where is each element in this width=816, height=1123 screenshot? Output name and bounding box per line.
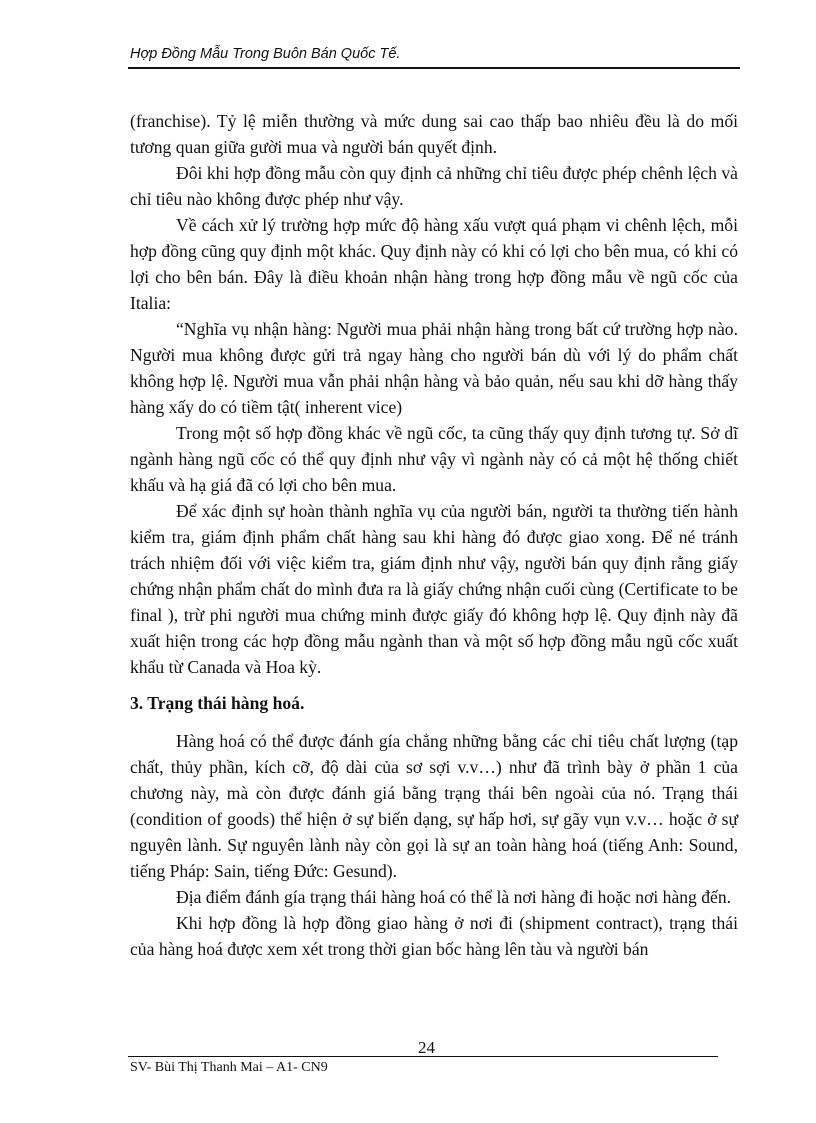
header-rule [128, 67, 740, 69]
section-heading: 3. Trạng thái hàng hoá. [130, 693, 305, 713]
footer-author: SV- Bùi Thị Thanh Mai – A1- CN9 [130, 1060, 328, 1075]
page-number: 24 [418, 1038, 435, 1057]
paragraph-1: (franchise). Tỷ lệ miễn thường và mức dung sai cao thấp bao nhiêu đều là do mối tương quan giữa gười mua và người bán quyết định. [130, 111, 738, 157]
paragraph-5: Trong một số hợp đồng khác về ngũ cốc, ta cũng thấy quy định tương tự. Sở dĩ ngành hàng ngũ cốc có thể quy định như vậy vì ngành này có cả một hệ thống chiết khấu và hạ giá đã có lợi cho bên mua. [130, 423, 738, 495]
section-paragraph-3: Khi hợp đồng là hợp đồng giao hàng ở nơi đi (shipment contract), trạng thái của hàng hoá được xem xét trong thời gian bốc hàng lên tàu và người bán [130, 913, 738, 959]
body-text [130, 108, 738, 962]
section-paragraph-2: Địa điểm đánh gía trạng thái hàng hoá có thể là nơi hàng đi hoặc nơi hàng đến. [176, 887, 732, 907]
header-title: Hợp Đồng Mẫu Trong Buôn Bán Quốc Tế. [130, 46, 401, 62]
paragraph-6: Để xác định sự hoàn thành nghĩa vụ của người bán, người ta thường tiến hành kiểm tra, giám định phẩm chất hàng sau khi hàng đó được giao xong. Để né tránh trách nhiệm đối với việc kiểm tra, giám định như vậy, người bán quy định rằng giấy chứng nhận phẩm chất do mình đưa ra là giấy chứng nhận cuối cùng (Certificate to be final ), trừ phi người mua chứng minh được giấy đó không hợp lệ. Quy định này đã xuất hiện trong các hợp đồng mẫu ngành than và một số hợp đồng mẫu ngũ cốc xuất khẩu từ Canada và Hoa kỳ. [130, 501, 738, 677]
paragraph-4: “Nghĩa vụ nhận hàng: Người mua phải nhận hàng trong bất cứ trường hợp nào. Người mua không được gửi trả ngay hàng cho người bán dù với lý do phẩm chất không hợp lệ. Người mua vẫn phải nhận hàng và bảo quản, nếu sau khi dỡ hàng thấy hàng xấy do có tiềm tật( inherent vice) [130, 319, 738, 417]
paragraph-2: Đôi khi hợp đồng mẫu còn quy định cả những chỉ tiêu được phép chênh lệch và chỉ tiêu nào không được phép như vậy. [130, 163, 738, 209]
section-paragraph-1: Hàng hoá có thể được đánh gía chẳng những bằng các chỉ tiêu chất lượng (tạp chất, thủy phần, kích cỡ, độ dài của sơ sợi v.v…) như đã trình bày ở phần 1 của chương này, mà còn được đánh giá bằng trạng thái bên ngoài của nó. Trạng thái (condition of goods) thể hiện ở sự biến dạng, sự hấp hơi, sự gãy vụn v.v… hoặc ở sự nguyên lành. Sự nguyên lành này còn gọi là sự an toàn hàng hoá (tiếng Anh: Sound, tiếng Pháp: Sain, tiếng Đức: Gesund). [130, 731, 738, 881]
footer-rule [128, 1056, 718, 1057]
paragraph-3: Về cách xử lý trường hợp mức độ hàng xấu vượt quá phạm vi chênh lệch, mỗi hợp đồng cũng quy định một khác. Quy định này có khi có lợi cho bên mua, có khi có lợi cho bên bán. Đây là điều khoản nhận hàng trong hợp đồng mẫu về ngũ cốc của Italia: [130, 215, 738, 313]
